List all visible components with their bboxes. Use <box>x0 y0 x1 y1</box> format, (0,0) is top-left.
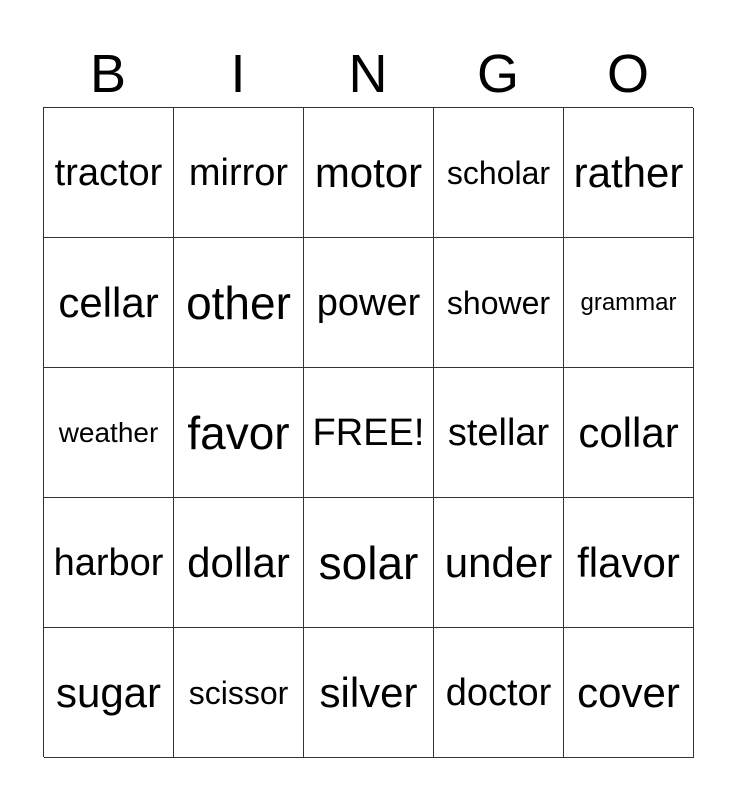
bingo-cell[interactable]: other <box>174 238 304 368</box>
header-letter-n: N <box>348 44 388 104</box>
bingo-board <box>43 107 693 757</box>
bingo-cell[interactable]: power <box>304 238 434 368</box>
bingo-cell[interactable]: mirror <box>174 108 304 238</box>
bingo-cell[interactable]: under <box>434 498 564 628</box>
bingo-cell[interactable]: sugar <box>44 628 174 758</box>
bingo-cell[interactable]: scissor <box>174 628 304 758</box>
bingo-cell[interactable]: rather <box>564 108 694 238</box>
bingo-cell[interactable]: dollar <box>174 498 304 628</box>
bingo-cell[interactable]: cover <box>564 628 694 758</box>
bingo-cell[interactable]: favor <box>174 368 304 498</box>
bingo-cell[interactable]: collar <box>564 368 694 498</box>
bingo-cell[interactable]: tractor <box>44 108 174 238</box>
header-letter-o: O <box>606 44 649 104</box>
header-letter-b: B <box>89 44 127 104</box>
free-space-cell[interactable]: FREE! <box>304 368 434 498</box>
bingo-cell[interactable]: solar <box>304 498 434 628</box>
bingo-cell[interactable]: motor <box>304 108 434 238</box>
bingo-cell[interactable]: stellar <box>434 368 564 498</box>
bingo-cell[interactable]: grammar <box>564 238 694 368</box>
bingo-cell[interactable]: flavor <box>564 498 694 628</box>
bingo-cell[interactable]: silver <box>304 628 434 758</box>
bingo-cell[interactable]: shower <box>434 238 564 368</box>
bingo-cell[interactable]: weather <box>44 368 174 498</box>
bingo-cell[interactable]: harbor <box>44 498 174 628</box>
bingo-header <box>43 40 693 108</box>
bingo-cell[interactable]: scholar <box>434 108 564 238</box>
header-letter-i: I <box>230 44 246 104</box>
bingo-cell[interactable]: doctor <box>434 628 564 758</box>
header-letter-g: G <box>476 44 519 104</box>
bingo-cell[interactable]: cellar <box>44 238 174 368</box>
